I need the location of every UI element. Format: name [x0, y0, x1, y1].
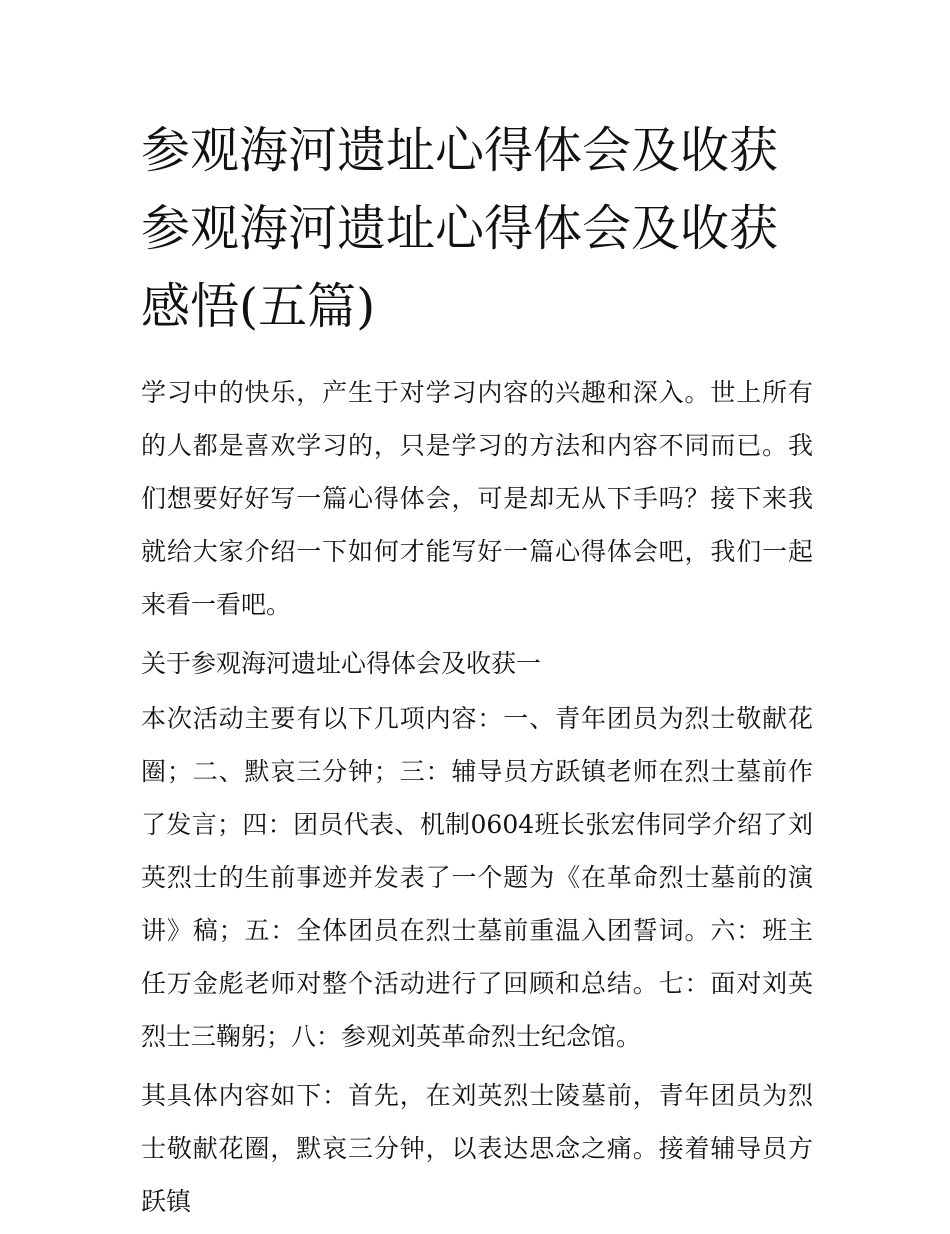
- document-title: 参观海河遗址心得体会及收获参观海河遗址心得体会及收获感悟(五篇): [141, 122, 779, 335]
- intro-paragraph: 学习中的快乐，产生于对学习内容的兴趣和深入。世上所有的人都是喜欢学习的，只是学习的方法和内容不同而已。我们想要好好写一篇心得体会，可是却无从下手吗？接下来我就给大家介绍一下如何才能写好一篇心得体会吧，我们一起来看一看吧。: [141, 378, 813, 619]
- details-paragraph: 其具体内容如下：首先，在刘英烈士陵墓前，青年团员为烈士敬献花圈，默哀三分钟，以表达思念之痛。接着辅导员方跃镇: [141, 1081, 813, 1216]
- document-page: [141, 112, 813, 1234]
- section-heading: 关于参观海河遗址心得体会及收获一: [141, 649, 542, 678]
- document-body: [141, 366, 813, 1228]
- activity-paragraph: 本次活动主要有以下几项内容：一、青年团员为烈士敬献花圈；二、默哀三分钟；三：辅导员方跃镇老师在烈士墓前作了发言；四：团员代表、机制0604班长张宏伟同学介绍了刘英烈士的生前事迹并发表了一个题为《在革命烈士墓前的演讲》稿；五：全体团员在烈士墓前重温入团誓词。六：班主任万金彪老师对整个活动进行了回顾和总结。七：面对刘英烈士三鞠躬；八：参观刘英革命烈士纪念馆。: [141, 704, 813, 1051]
